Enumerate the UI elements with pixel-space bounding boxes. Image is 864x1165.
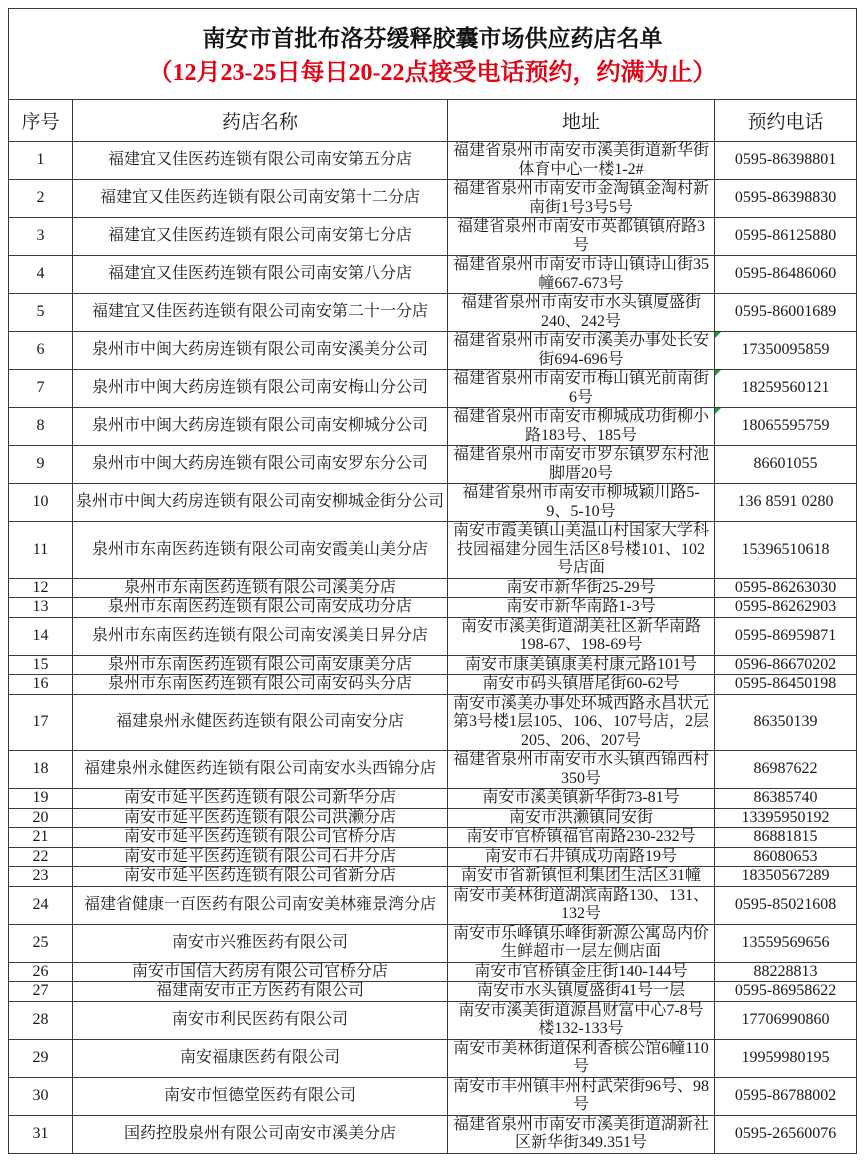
table-row bbox=[9, 789, 857, 809]
address-cell: 南安市码头镇厝尾街60-62号 bbox=[448, 675, 715, 695]
address-cell: 福建省泉州市南安市溪美街道湖新社区新华街349.351号 bbox=[448, 1115, 715, 1153]
address-cell: 南安市官桥镇福官南路230-232号 bbox=[448, 828, 715, 848]
pharmacy-name-cell: 南安市恒德堂医药有限公司 bbox=[73, 1077, 448, 1115]
row-number-cell: 12 bbox=[9, 578, 73, 598]
row-number-cell: 22 bbox=[9, 847, 73, 867]
table-row bbox=[9, 655, 857, 675]
address-cell: 福建省泉州市南安市罗东镇罗东村池脚厝20号 bbox=[448, 446, 715, 484]
phone-cell: 15396510618 bbox=[715, 522, 857, 579]
address-cell: 南安市石井镇成功南路19号 bbox=[448, 847, 715, 867]
row-number-cell: 4 bbox=[9, 256, 73, 294]
address-cell: 南安市乐峰镇乐峰街新源公寓岛内价生鲜超市一层左侧店面 bbox=[448, 924, 715, 962]
address-cell: 南安市康美镇康美村康元路101号 bbox=[448, 655, 715, 675]
address-cell: 福建省泉州市南安市柳城成功街柳小路183号、185号 bbox=[448, 408, 715, 446]
address-cell: 南安市水头镇厦盛街41号一层 bbox=[448, 982, 715, 1002]
row-number-cell: 26 bbox=[9, 962, 73, 982]
table-row bbox=[9, 370, 857, 408]
pharmacy-name-cell: 南安市延平医药连锁有限公司洪濑分店 bbox=[73, 808, 448, 828]
pharmacy-name-cell: 南安福康医药有限公司 bbox=[73, 1039, 448, 1077]
row-number-cell: 23 bbox=[9, 867, 73, 887]
phone-cell: 0595-86450198 bbox=[715, 675, 857, 695]
pharmacy-name-cell: 泉州市中闽大药房连锁有限公司南安溪美分公司 bbox=[73, 332, 448, 370]
pharmacy-name-cell: 泉州市中闽大药房连锁有限公司南安罗东分公司 bbox=[73, 446, 448, 484]
page-title: 南安市首批布洛芬缓释胶囊市场供应药店名单 bbox=[202, 26, 663, 51]
address-cell: 福建省泉州市南安市柳城颖川路5-9、5-10号 bbox=[448, 484, 715, 522]
table-row bbox=[9, 578, 857, 598]
address-cell: 福建省泉州市南安市诗山镇诗山街35幢667-673号 bbox=[448, 256, 715, 294]
pharmacy-name-cell: 泉州市东南医药连锁有限公司南安成功分店 bbox=[73, 598, 448, 618]
row-number-cell: 25 bbox=[9, 924, 73, 962]
row-number-cell: 20 bbox=[9, 808, 73, 828]
table-row bbox=[9, 1115, 857, 1153]
address-cell: 南安市官桥镇金庄街140-144号 bbox=[448, 962, 715, 982]
row-number-cell: 11 bbox=[9, 522, 73, 579]
row-number-cell: 6 bbox=[9, 332, 73, 370]
pharmacy-name-cell: 福建泉州永健医药连锁有限公司南安水头西锦分店 bbox=[73, 751, 448, 789]
pharmacy-name-cell: 南安市延平医药连锁有限公司石井分店 bbox=[73, 847, 448, 867]
row-number-cell: 3 bbox=[9, 218, 73, 256]
pharmacy-name-cell: 福建宜又佳医药连锁有限公司南安第二十一分店 bbox=[73, 294, 448, 332]
table-row bbox=[9, 675, 857, 695]
pharmacy-name-cell: 南安市延平医药连锁有限公司新华分店 bbox=[73, 789, 448, 809]
address-cell: 南安市溪美镇新华街73-81号 bbox=[448, 789, 715, 809]
row-number-cell: 5 bbox=[9, 294, 73, 332]
phone-cell: 0595-85021608 bbox=[715, 886, 857, 924]
table-row bbox=[9, 294, 857, 332]
table-head bbox=[9, 9, 857, 142]
address-cell: 福建省泉州市南安市溪美办事处长安街694-696号 bbox=[448, 332, 715, 370]
pharmacy-name-cell: 福建宜又佳医药连锁有限公司南安第八分店 bbox=[73, 256, 448, 294]
phone-cell: 0595-86262903 bbox=[715, 598, 857, 618]
phone-cell: 86350139 bbox=[715, 694, 857, 751]
pharmacy-name-cell: 泉州市东南医药连锁有限公司南安溪美日昇分店 bbox=[73, 617, 448, 655]
pharmacy-name-cell: 福建宜又佳医药连锁有限公司南安第七分店 bbox=[73, 218, 448, 256]
phone-cell: 17706990860 bbox=[715, 1001, 857, 1039]
phone-cell: 0595-86486060 bbox=[715, 256, 857, 294]
row-number-cell: 27 bbox=[9, 982, 73, 1002]
address-cell: 福建省泉州市南安市金淘镇金淘村新南街1号3号5号 bbox=[448, 180, 715, 218]
address-cell: 南安市洪濑镇同安街 bbox=[448, 808, 715, 828]
row-number-cell: 2 bbox=[9, 180, 73, 218]
address-cell: 福建省泉州市南安市梅山镇光前南街6号 bbox=[448, 370, 715, 408]
pharmacy-list-sheet bbox=[8, 8, 856, 1154]
table-row bbox=[9, 847, 857, 867]
title-row bbox=[9, 9, 857, 100]
column-header-name: 药店名称 bbox=[73, 100, 448, 142]
pharmacy-name-cell: 泉州市东南医药连锁有限公司南安码头分店 bbox=[73, 675, 448, 695]
pharmacy-name-cell: 南安市兴雅医药有限公司 bbox=[73, 924, 448, 962]
row-number-cell: 1 bbox=[9, 142, 73, 180]
table-row bbox=[9, 828, 857, 848]
pharmacy-name-cell: 泉州市中闽大药房连锁有限公司南安柳城金街分公司 bbox=[73, 484, 448, 522]
row-number-cell: 31 bbox=[9, 1115, 73, 1153]
address-cell: 福建省泉州市南安市英都镇镇府路3号 bbox=[448, 218, 715, 256]
phone-cell: 13395950192 bbox=[715, 808, 857, 828]
row-number-cell: 19 bbox=[9, 789, 73, 809]
row-number-cell: 8 bbox=[9, 408, 73, 446]
table-row bbox=[9, 180, 857, 218]
table-row bbox=[9, 484, 857, 522]
phone-cell: 0595-86398830 bbox=[715, 180, 857, 218]
phone-cell: 18350567289 bbox=[715, 867, 857, 887]
pharmacy-name-cell: 福建泉州永健医药连锁有限公司南安分店 bbox=[73, 694, 448, 751]
address-cell: 南安市霞美镇山美温山村国家大学科技园福建分园生活区8号楼101、102号店面 bbox=[448, 522, 715, 579]
table-row bbox=[9, 408, 857, 446]
table-row bbox=[9, 617, 857, 655]
pharmacy-name-cell: 福建省健康一百医药有限公司南安美林雍景湾分店 bbox=[73, 886, 448, 924]
address-cell: 南安市省新镇恒利集团生活区31幢 bbox=[448, 867, 715, 887]
pharmacy-name-cell: 南安市利民医药有限公司 bbox=[73, 1001, 448, 1039]
table-row bbox=[9, 332, 857, 370]
phone-cell: 0595-86125880 bbox=[715, 218, 857, 256]
pharmacy-name-cell: 南安市延平医药连锁有限公司官桥分店 bbox=[73, 828, 448, 848]
row-number-cell: 17 bbox=[9, 694, 73, 751]
pharmacy-name-cell: 福建宜又佳医药连锁有限公司南安第五分店 bbox=[73, 142, 448, 180]
phone-cell: 0595-86398801 bbox=[715, 142, 857, 180]
pharmacy-name-cell: 国药控股泉州有限公司南安市溪美分店 bbox=[73, 1115, 448, 1153]
pharmacy-name-cell: 泉州市东南医药连锁有限公司南安康美分店 bbox=[73, 655, 448, 675]
table-row bbox=[9, 218, 857, 256]
pharmacy-name-cell: 南安市延平医药连锁有限公司省新分店 bbox=[73, 867, 448, 887]
address-cell: 南安市新华南路1-3号 bbox=[448, 598, 715, 618]
row-number-cell: 7 bbox=[9, 370, 73, 408]
phone-cell: 0596-86670202 bbox=[715, 655, 857, 675]
table-title-cell bbox=[9, 9, 857, 100]
table-row bbox=[9, 751, 857, 789]
table-row bbox=[9, 446, 857, 484]
table-row bbox=[9, 1001, 857, 1039]
table-row bbox=[9, 867, 857, 887]
phone-cell: 0595-86958622 bbox=[715, 982, 857, 1002]
address-cell: 南安市丰州镇丰州村武荣街96号、98号 bbox=[448, 1077, 715, 1115]
address-cell: 福建省泉州市南安市水头镇西锦西村350号 bbox=[448, 751, 715, 789]
table-row bbox=[9, 808, 857, 828]
row-number-cell: 16 bbox=[9, 675, 73, 695]
table-body bbox=[9, 142, 857, 1154]
table-row bbox=[9, 886, 857, 924]
row-number-cell: 24 bbox=[9, 886, 73, 924]
pharmacy-name-cell: 泉州市东南医药连锁有限公司南安霞美山美分店 bbox=[73, 522, 448, 579]
pharmacy-name-cell: 南安市国信大药房有限公司官桥分店 bbox=[73, 962, 448, 982]
phone-cell: 13559569656 bbox=[715, 924, 857, 962]
address-cell: 南安市溪美街道源昌财富中心7-8号楼132-133号 bbox=[448, 1001, 715, 1039]
phone-cell: 86601055 bbox=[715, 446, 857, 484]
phone-cell: 0595-86001689 bbox=[715, 294, 857, 332]
pharmacy-name-cell: 泉州市中闽大药房连锁有限公司南安柳城分公司 bbox=[73, 408, 448, 446]
row-number-cell: 28 bbox=[9, 1001, 73, 1039]
row-number-cell: 15 bbox=[9, 655, 73, 675]
row-number-cell: 13 bbox=[9, 598, 73, 618]
pharmacy-name-cell: 福建南安市正方医药有限公司 bbox=[73, 982, 448, 1002]
phone-cell: 0595-86959871 bbox=[715, 617, 857, 655]
row-number-cell: 21 bbox=[9, 828, 73, 848]
address-cell: 南安市美林街道湖滨南路130、131、132号 bbox=[448, 886, 715, 924]
pharmacy-table bbox=[8, 8, 857, 1154]
address-cell: 南安市溪美街道湖美社区新华南路198-67、198-69号 bbox=[448, 617, 715, 655]
row-number-cell: 14 bbox=[9, 617, 73, 655]
address-cell: 南安市溪美办事处环城西路永昌状元第3号楼1层105、106、107号店，2层205、206、207号 bbox=[448, 694, 715, 751]
phone-cell: 86385740 bbox=[715, 789, 857, 809]
table-row bbox=[9, 962, 857, 982]
phone-cell: 18259560121 bbox=[715, 370, 857, 408]
column-header-phone: 预约电话 bbox=[715, 100, 857, 142]
table-row bbox=[9, 694, 857, 751]
address-cell: 福建省泉州市南安市溪美街道新华街体育中心一楼1-2# bbox=[448, 142, 715, 180]
table-row bbox=[9, 522, 857, 579]
row-number-cell: 30 bbox=[9, 1077, 73, 1115]
phone-cell: 17350095859 bbox=[715, 332, 857, 370]
pharmacy-name-cell: 泉州市东南医药连锁有限公司溪美分店 bbox=[73, 578, 448, 598]
phone-cell: 0595-86263030 bbox=[715, 578, 857, 598]
row-number-cell: 18 bbox=[9, 751, 73, 789]
phone-cell: 19959980195 bbox=[715, 1039, 857, 1077]
page-subtitle: （12月23-25日每日20-22点接受电话预约，约满为止） bbox=[148, 60, 717, 86]
address-cell: 南安市美林街道保利香槟公馆6幢110号 bbox=[448, 1039, 715, 1077]
phone-cell: 0595-26560076 bbox=[715, 1115, 857, 1153]
table-row bbox=[9, 256, 857, 294]
row-number-cell: 10 bbox=[9, 484, 73, 522]
phone-cell: 0595-86788002 bbox=[715, 1077, 857, 1115]
table-row bbox=[9, 1077, 857, 1115]
address-cell: 福建省泉州市南安市水头镇厦盛街240、242号 bbox=[448, 294, 715, 332]
phone-cell: 86080653 bbox=[715, 847, 857, 867]
table-row bbox=[9, 142, 857, 180]
phone-cell: 86881815 bbox=[715, 828, 857, 848]
table-row bbox=[9, 1039, 857, 1077]
column-header-number: 序号 bbox=[9, 100, 73, 142]
pharmacy-name-cell: 泉州市中闽大药房连锁有限公司南安梅山分公司 bbox=[73, 370, 448, 408]
phone-cell: 136 8591 0280 bbox=[715, 484, 857, 522]
pharmacy-name-cell: 福建宜又佳医药连锁有限公司南安第十二分店 bbox=[73, 180, 448, 218]
column-header-address: 地址 bbox=[448, 100, 715, 142]
header-row bbox=[9, 100, 857, 142]
table-row bbox=[9, 924, 857, 962]
table-row bbox=[9, 982, 857, 1002]
phone-cell: 86987622 bbox=[715, 751, 857, 789]
row-number-cell: 9 bbox=[9, 446, 73, 484]
phone-cell: 18065595759 bbox=[715, 408, 857, 446]
table-row bbox=[9, 598, 857, 618]
address-cell: 南安市新华街25-29号 bbox=[448, 578, 715, 598]
row-number-cell: 29 bbox=[9, 1039, 73, 1077]
phone-cell: 88228813 bbox=[715, 962, 857, 982]
